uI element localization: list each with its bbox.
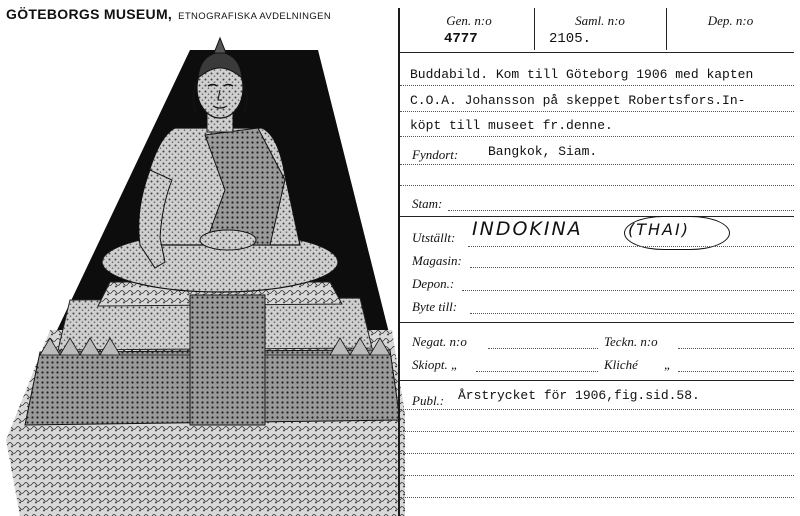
top-rule bbox=[400, 52, 794, 53]
rule-line bbox=[400, 111, 794, 112]
saml-number-value: 2105. bbox=[549, 31, 592, 47]
utstallt-value: INDOKINA bbox=[472, 218, 583, 240]
teckn-label: Teckn. n:o bbox=[604, 334, 658, 349]
magasin-label: Magasin: bbox=[412, 253, 462, 268]
rule-line bbox=[400, 497, 794, 498]
dep-number-field bbox=[667, 10, 794, 50]
depon-dots bbox=[462, 290, 794, 291]
dep-number-label: Dep. n:o bbox=[707, 13, 754, 28]
kliche-ditto-mark: „ bbox=[664, 357, 672, 372]
gen-number-value: 4777 bbox=[444, 31, 478, 47]
utstallt-dots bbox=[468, 246, 794, 247]
rule-line bbox=[400, 453, 794, 454]
saml-number-field bbox=[535, 10, 665, 50]
museum-header bbox=[6, 6, 331, 24]
gen-number-field bbox=[404, 10, 534, 50]
skiopt-label: Skiopt. „ bbox=[412, 357, 459, 372]
rule-line bbox=[400, 185, 794, 186]
utstallt-paren-value: (THAI) bbox=[628, 220, 690, 239]
rule-line bbox=[400, 409, 794, 410]
teckn-dots bbox=[678, 348, 794, 349]
utstallt-label: Utställt: bbox=[412, 230, 456, 245]
section-rule bbox=[400, 216, 794, 217]
publ-label: Publ.: bbox=[412, 393, 445, 408]
section-rule bbox=[400, 322, 794, 323]
publ-value: Årstrycket för 1906,fig.sid.58. bbox=[458, 388, 700, 403]
negat-dots bbox=[488, 348, 598, 349]
rule-line bbox=[400, 431, 794, 432]
stam-label: Stam: bbox=[412, 196, 443, 211]
section-rule bbox=[400, 380, 794, 381]
rule-line bbox=[400, 85, 794, 86]
kliche-dots bbox=[678, 371, 794, 372]
magasin-dots bbox=[470, 267, 794, 268]
saml-number-label: Saml. n:o bbox=[575, 13, 625, 28]
skiopt-dots bbox=[476, 371, 598, 372]
byte-till-dots bbox=[470, 313, 794, 314]
fyndort-value: Bangkok, Siam. bbox=[488, 144, 598, 159]
rule-line bbox=[400, 475, 794, 476]
rule-line bbox=[400, 136, 794, 137]
kliche-label: Kliché bbox=[604, 357, 638, 372]
museum-name: GÖTEBORGS MUSEUM, bbox=[6, 6, 173, 22]
description-line: Buddabild. Kom till Göteborg 1906 med kapten bbox=[410, 67, 754, 82]
description-line: köpt till museet fr.denne. bbox=[410, 118, 613, 133]
description-line: C.O.A. Johansson på skeppet Robertsfors.In- bbox=[410, 93, 746, 108]
byte-till-label: Byte till: bbox=[412, 299, 458, 314]
negat-label: Negat. n:o bbox=[412, 334, 467, 349]
gen-number-label: Gen. n:o bbox=[446, 13, 492, 28]
stam-dots bbox=[448, 210, 794, 211]
rule-line bbox=[400, 164, 794, 165]
department-name: ETNOGRAFISKA AVDELNINGEN bbox=[178, 11, 332, 22]
fyndort-label: Fyndort: bbox=[412, 147, 459, 162]
depon-label: Depon.: bbox=[412, 276, 455, 291]
